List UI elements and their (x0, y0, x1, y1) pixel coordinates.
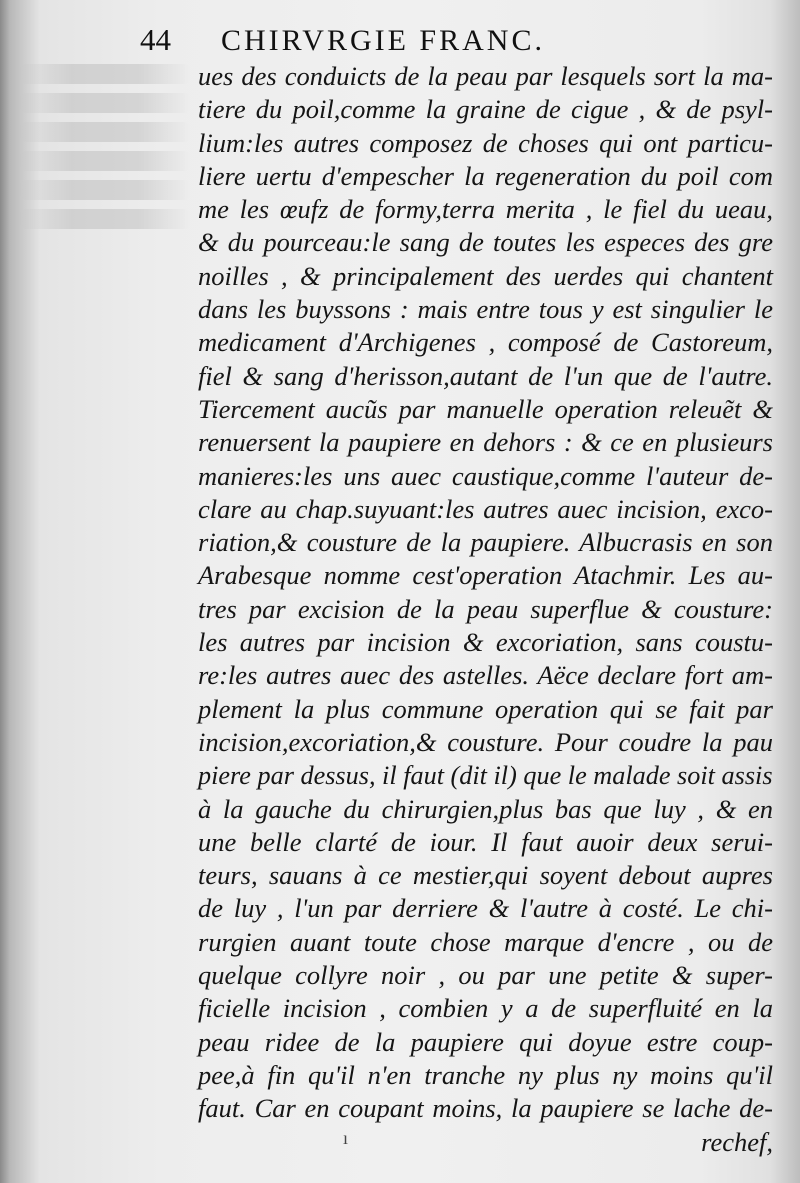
text-line: à la gauche du chirurgien,plus bas que luy , & en (198, 793, 773, 824)
text-line: renuersent la paupiere en dehors : & ce en plusieurs (198, 427, 773, 458)
text-line: Arabesque nomme cest'operation Atachmir. Les au- (198, 560, 773, 591)
text-line: tiere du poil,comme la graine de cigue , & de psyl- (198, 94, 773, 125)
text-line: de luy , l'un par derriere & l'autre à costé. Le chi- (198, 893, 773, 924)
footer-mark: ı (343, 1128, 349, 1148)
text-line: faut. Car en coupant moins, la paupiere se lache de- (198, 1093, 773, 1124)
text-line: clare au chap.suyuant:les autres auec incision, exco- (198, 493, 773, 524)
text-line: incision,excoriation,& cousture. Pour coudre la pau (198, 726, 773, 757)
text-line: plement la plus commune operation qui se fait par (198, 693, 773, 724)
text-line: lium:les autres composez de choses qui ont particu- (198, 127, 773, 158)
text-line: piere par dessus, il faut (dit il) que le malade soit assis (198, 760, 773, 791)
text-line: rurgien auant toute chose marque d'encre , ou de (198, 926, 773, 957)
text-line: peau ridee de la paupiere qui doyue estre coup- (198, 1026, 773, 1057)
text-line: quelque collyre noir , ou par une petite & super- (198, 960, 773, 991)
text-line: rechef, (701, 1126, 773, 1157)
text-line: les autres par incision & excoriation, sans coustu- (198, 627, 773, 658)
page-number: 44 (140, 22, 171, 57)
text-line: re:les autres auec des astelles. Aëce declare fort am- (198, 660, 773, 691)
text-line: fiel & sang d'herisson,autant de l'un que de l'autre. (198, 360, 773, 391)
text-line: manieres:les uns auec caustique,comme l'auteur de- (198, 460, 773, 491)
show-through-text (20, 55, 190, 285)
running-title: CHIRVRGIE FRANC. (221, 24, 545, 57)
text-line: Tiercement aucũs par manuelle operation releuẽt & (198, 393, 773, 424)
text-line: riation,& cousture de la paupiere. Albucrasis en son (198, 527, 773, 558)
text-line: ues des conduicts de la peau par lesquels sort la ma- (198, 61, 773, 91)
body-text (198, 60, 773, 1159)
page-header (140, 22, 700, 62)
text-line: & du pourceau:le sang de toutes les especes des gre (198, 227, 773, 258)
text-line: medicament d'Archigenes , composé de Castoreum, (198, 327, 773, 358)
text-line: ficielle incision , combien y a de superfluité en la (198, 993, 773, 1024)
text-line: teurs, sauans à ce mestier,qui soyent debout aupres (198, 860, 773, 891)
text-line: noilles , & principalement des uerdes qui chantent (198, 260, 773, 291)
text-line: tres par excision de la peau superflue & cousture: (198, 593, 773, 624)
text-line: pee,à fin qu'il n'en tranche ny plus ny moins qu'il (198, 1059, 773, 1090)
text-line: une belle clarté de iour. Il faut auoir deux serui- (198, 826, 773, 857)
text-line: me les œufz de formy,terra merita , le fiel du ueau, (198, 194, 773, 225)
text-line: liere uertu d'empescher la regeneration du poil com (198, 160, 773, 191)
text-line: dans les buyssons : mais entre tous y est singulier le (198, 294, 773, 325)
